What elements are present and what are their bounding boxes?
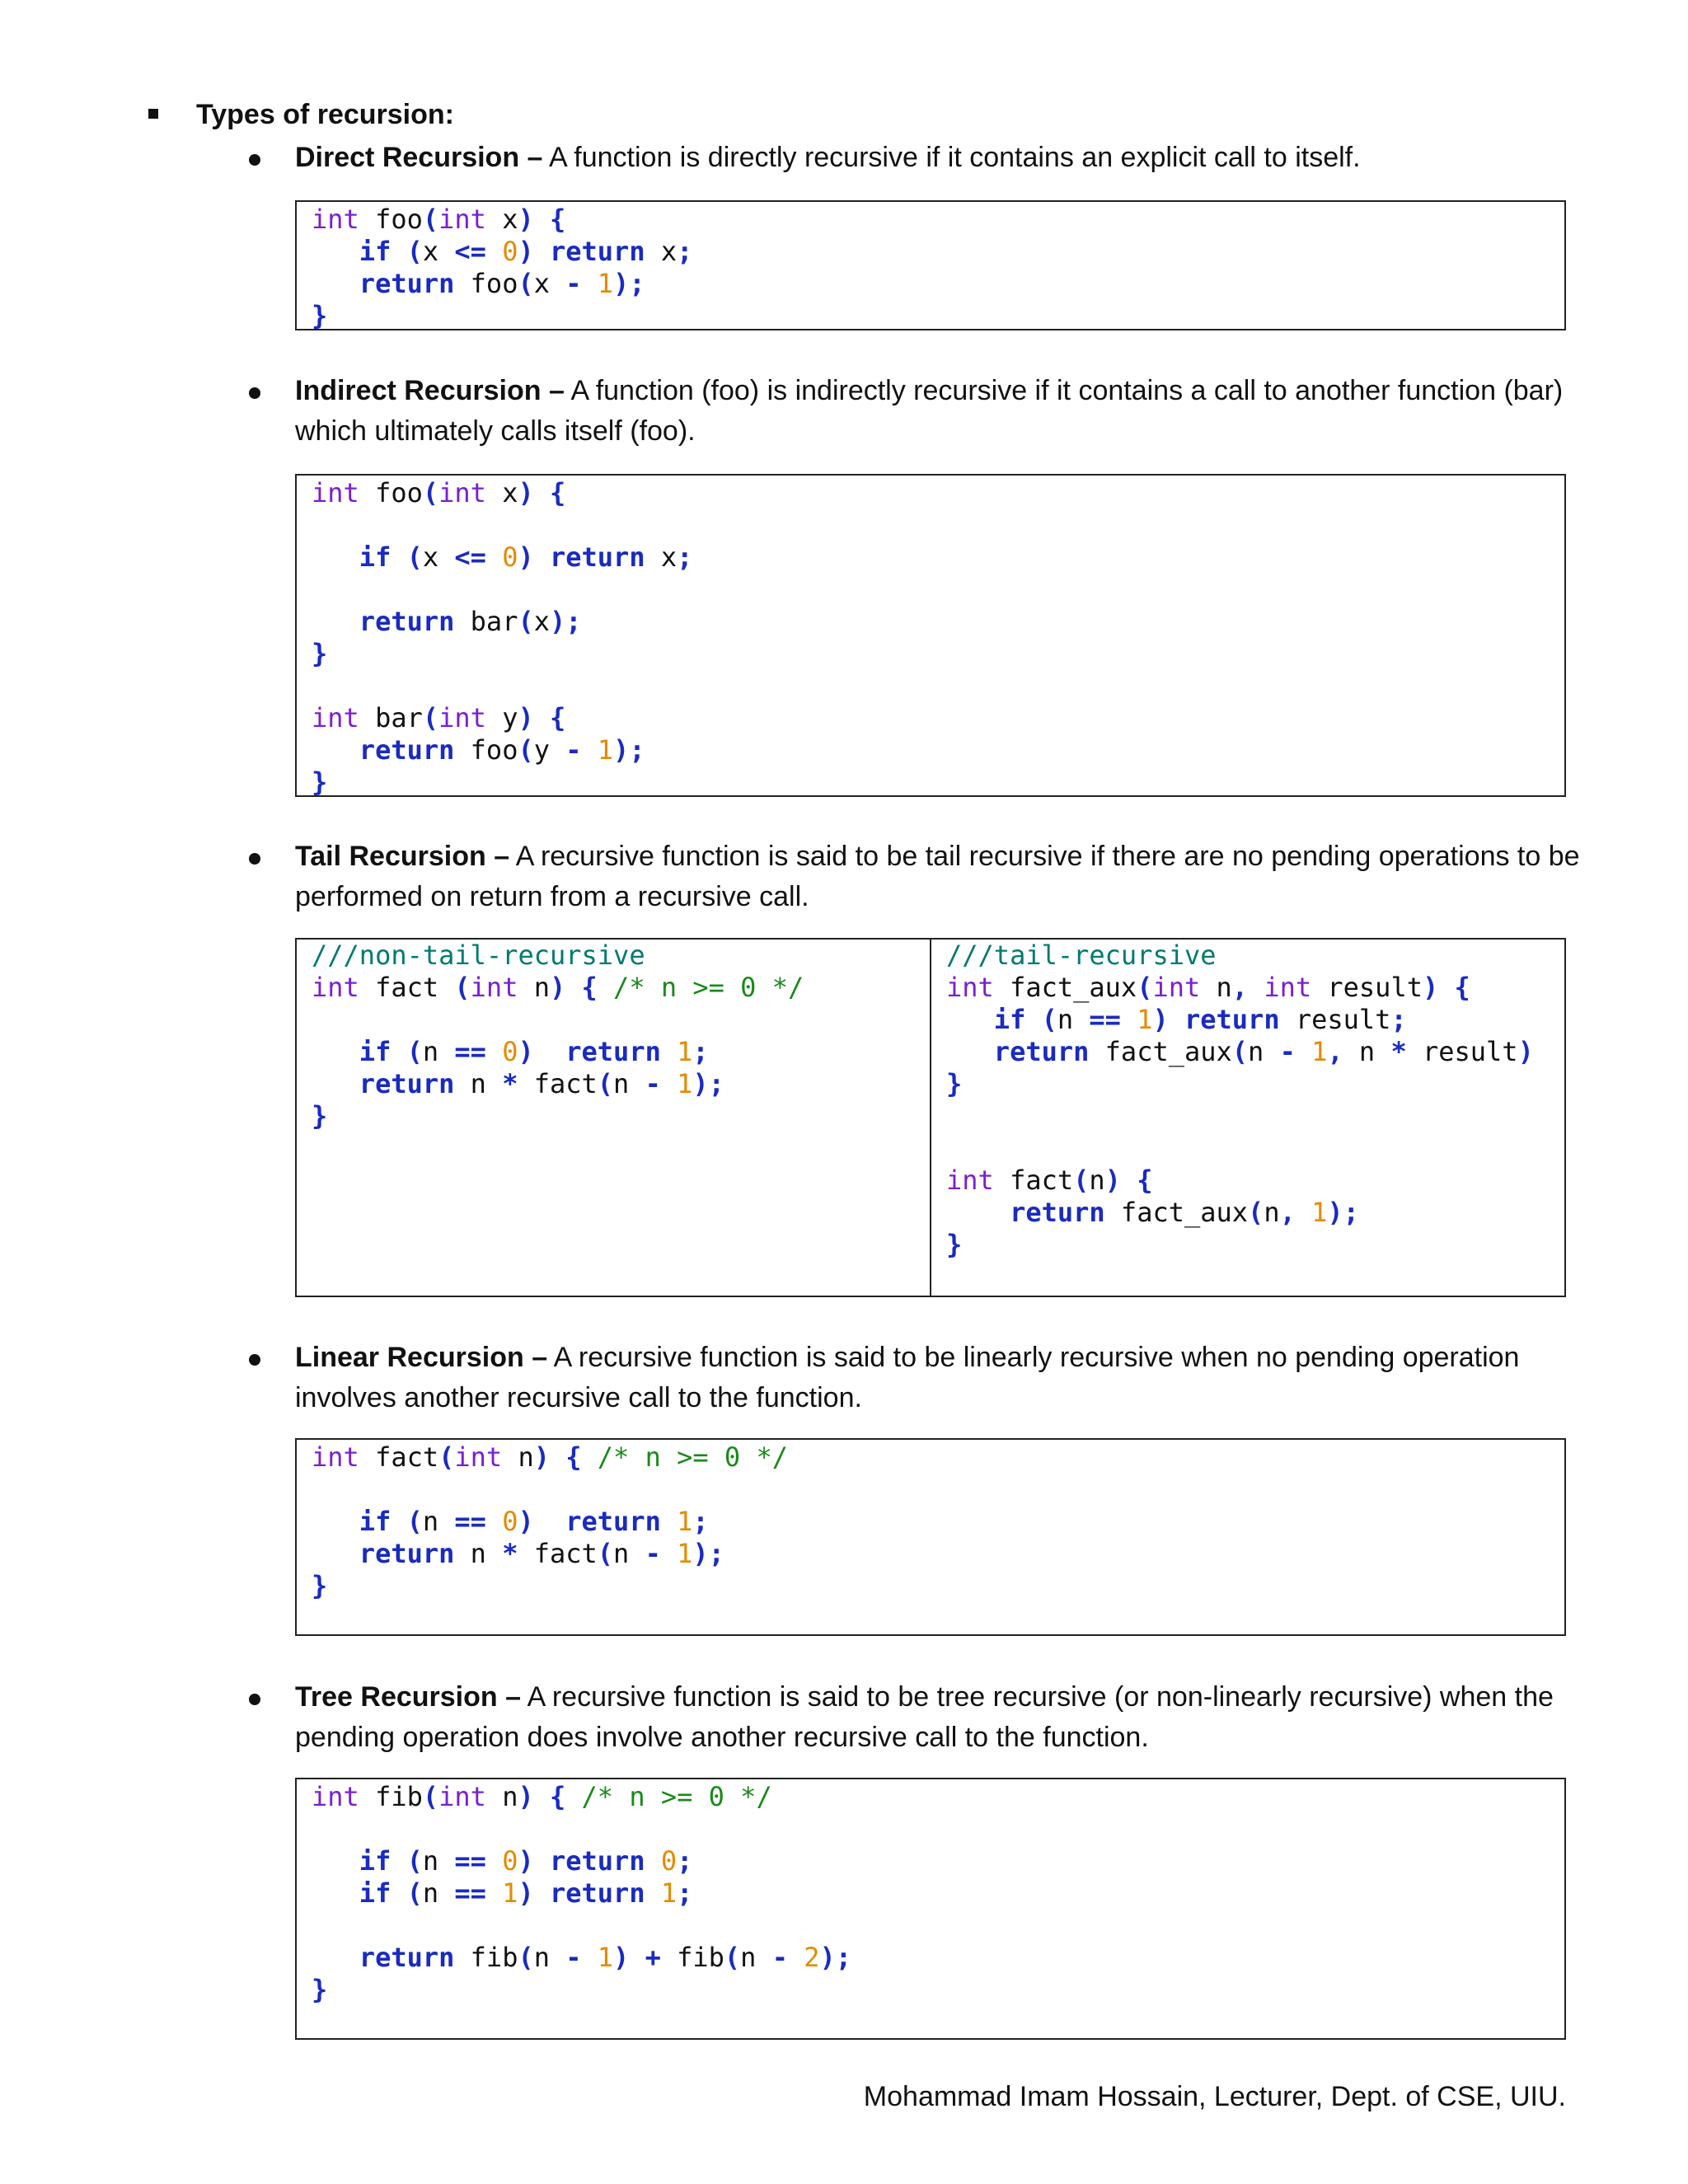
tree-recursion-code: int fib(int n) { /* n >= 0 */ if (n == 0) return 0; if (n == 1) return 1; return fib(n - 1) + fib(n - 2); } bbox=[295, 1778, 1566, 2040]
section-heading: Types of recursion: bbox=[196, 99, 454, 130]
bullet-icon bbox=[249, 154, 260, 166]
indirect-recursion-item bbox=[295, 371, 1581, 452]
bullet-icon bbox=[249, 1694, 260, 1705]
tree-recursion-text: A recursive function is said to be tree recursive (or non-linearly recursive) when the pending operation does involve another recursive call to the function. bbox=[295, 1681, 1554, 1753]
bullet-icon bbox=[249, 853, 260, 865]
tail-recursion-text: A recursive function is said to be tail recursive if there are no pending operations to be performed on return from a recursive call. bbox=[295, 841, 1580, 912]
linear-recursion-item bbox=[295, 1338, 1581, 1418]
direct-recursion-code: int foo(int x) { if (x <= 0) return x; return foo(x - 1); } bbox=[295, 200, 1566, 330]
indirect-recursion-term: Indirect Recursion – bbox=[295, 375, 565, 406]
tail-recursive-code: ///tail-recursive int fact_aux(int n, int result) { if (n == 1) return result; return fact_aux(n - 1, n * result) } int fact(n) { return fact_aux(n, 1); } bbox=[930, 940, 1564, 1296]
square-bullet-icon bbox=[148, 109, 158, 119]
direct-recursion-text: A function is directly recursive if it contains an explicit call to itself. bbox=[542, 142, 1361, 173]
bullet-icon bbox=[249, 387, 260, 399]
direct-recursion-item bbox=[295, 138, 1581, 178]
tail-recursion-item bbox=[295, 837, 1581, 917]
page-footer: Mohammad Imam Hossain, Lecturer, Dept. of CSE, UIU. bbox=[863, 2081, 1566, 2112]
indirect-recursion-code: int foo(int x) { if (x <= 0) return x; return bar(x); } int bar(int y) { return foo(y - 1); } bbox=[295, 474, 1566, 797]
tail-recursion-code bbox=[295, 938, 1566, 1297]
bullet-icon bbox=[249, 1354, 260, 1366]
linear-recursion-term: Linear Recursion – bbox=[295, 1342, 548, 1373]
tree-recursion-term: Tree Recursion – bbox=[295, 1681, 522, 1713]
indirect-recursion-text: A function (foo) is indirectly recursive if it contains a call to another function (bar) which ultimately calls itself (foo). bbox=[295, 375, 1564, 447]
tail-recursion-term: Tail Recursion – bbox=[295, 841, 510, 872]
non-tail-recursive-code: ///non-tail-recursive int fact (int n) { /* n >= 0 */ if (n == 0) return 1; return n * fact(n - 1); } bbox=[312, 940, 804, 1132]
linear-recursion-text: A recursive function is said to be linearly recursive when no pending operation involves another recursive call to the function. bbox=[295, 1342, 1520, 1413]
tree-recursion-item bbox=[295, 1677, 1581, 1758]
linear-recursion-code: int fact(int n) { /* n >= 0 */ if (n == 0) return 1; return n * fact(n - 1); } bbox=[295, 1438, 1566, 1636]
direct-recursion-term: Direct Recursion – bbox=[295, 142, 543, 173]
